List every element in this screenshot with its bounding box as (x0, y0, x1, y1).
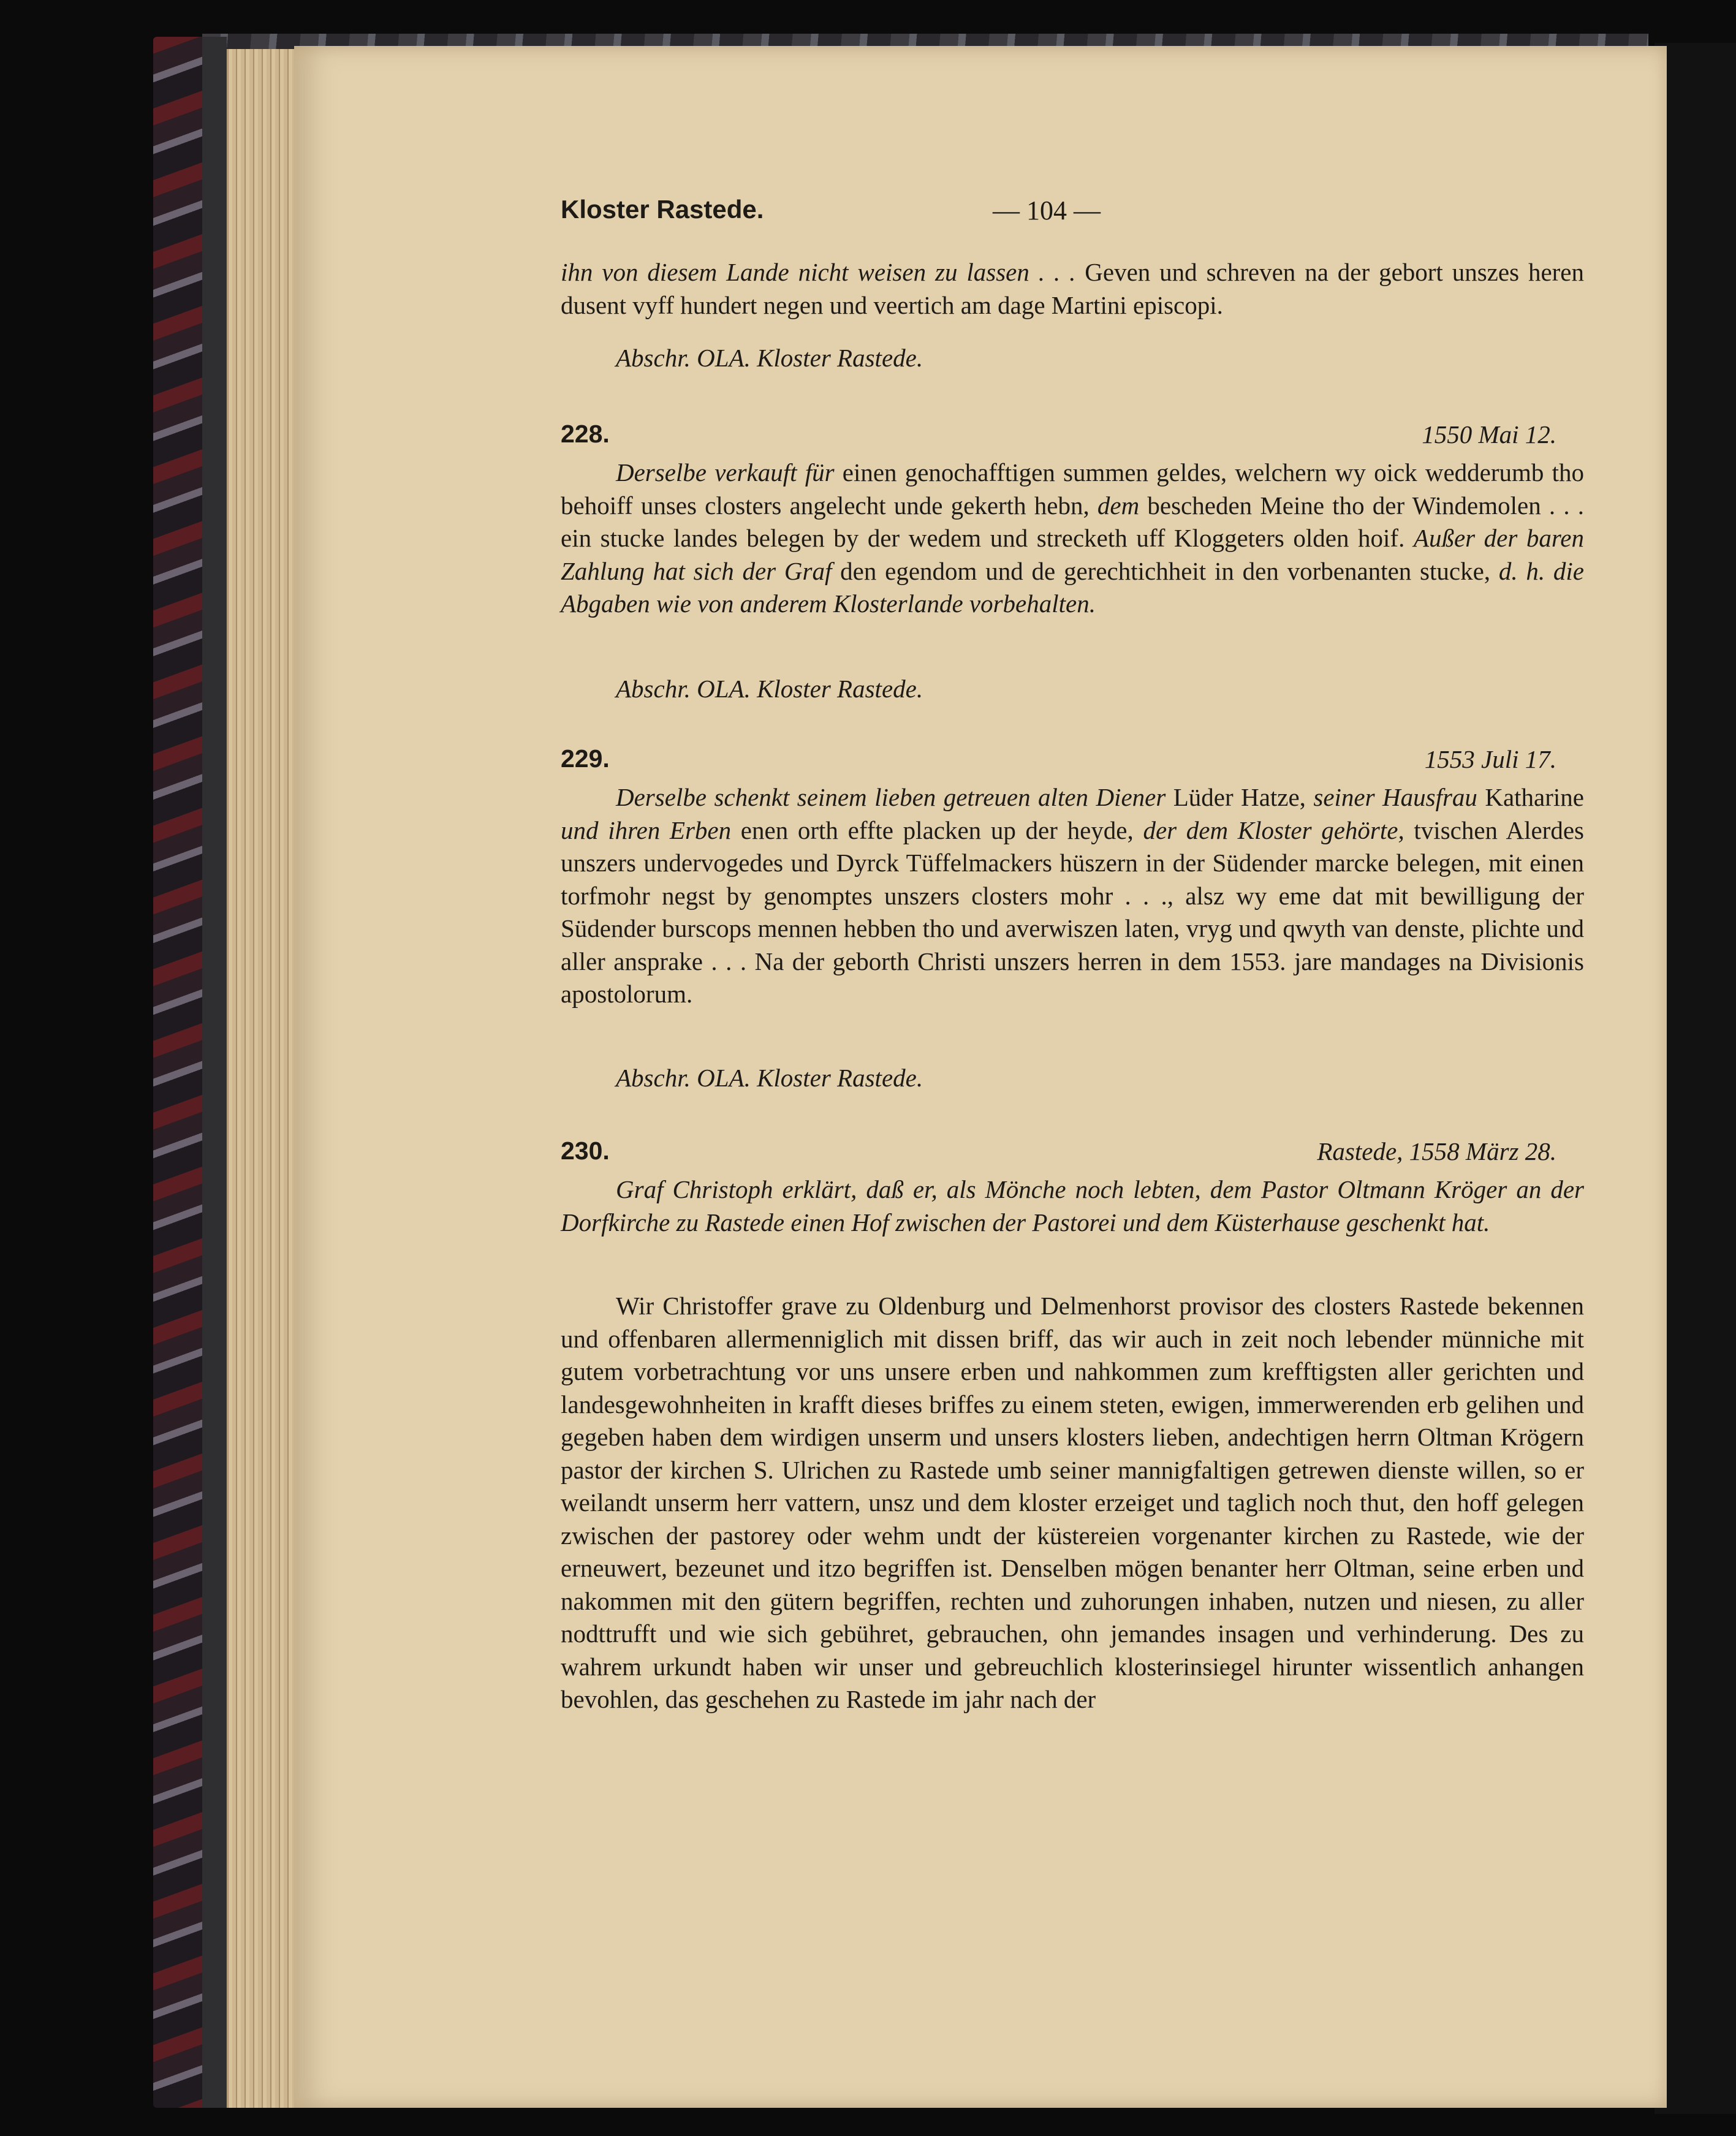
text-run: bescheden Meine tho der Windemolen . . . ein stucke landes belegen by der wedem und strecketh uff Kloggeters olden hoif. (561, 491, 1584, 552)
text-run: einen genochafftigen summen geldes, welchern wy oick wedderumb tho behoiff unses closters angelecht unde gekerth hebn, (561, 458, 1584, 520)
entry-number: 230. (561, 1137, 610, 1165)
entry-text (561, 781, 1584, 1011)
regest-italic: Derselbe verkauft für (616, 458, 835, 487)
intro-source: Abschr. OLA. Kloster Rastede. (616, 344, 923, 372)
page-edges (224, 49, 303, 2108)
entry-source: Abschr. OLA. Kloster Rastede. (616, 1064, 923, 1092)
text-run: Katharine (1477, 783, 1584, 811)
book-page (294, 46, 1667, 2108)
entry-number: 229. (561, 744, 610, 773)
entry-date: 1550 Mai 12. (1422, 420, 1556, 449)
intro-text: Geven und schreven na der gebort unszes heren dusent vyff hundert negen und veertich am dage Martini episcopi. (561, 258, 1584, 319)
italic-run: Außer der baren Zahlung hat sich der Graf (561, 524, 1585, 585)
italic-run: der dem Kloster gehörte, (1143, 816, 1404, 844)
page-number: — 104 — (993, 195, 1101, 225)
running-title: Kloster Rastede. (561, 195, 764, 224)
italic-run: dem (1097, 491, 1140, 520)
intro-paragraph (561, 256, 1584, 322)
entry-source: Abschr. OLA. Kloster Rastede. (616, 675, 923, 703)
text-run: den egendom und de gerechtichheit in den vorbenanten stucke, (832, 556, 1499, 585)
intro-italic: ihn von diesem Lande nicht weisen zu lassen . . . (561, 258, 1076, 286)
entry-date: 1553 Juli 17. (1424, 745, 1556, 773)
entry-number: 228. (561, 420, 610, 448)
italic-run: seiner Hausfrau (1313, 783, 1477, 811)
italic-run: d. h. die Abgaben wie von anderem Klosterlande vorbehalten. (561, 556, 1584, 618)
text-run: tvischen Alerdes unszers undervogedes und Dyrck Tüffelmackers hüszern in der Südender marcke belegen, mit einen torfmohr negst by genomptes unszers closters mohr . . ., alsz wy eme dat mit bewilligung der Südender burscops mennen hebben tho und averwiszen laten, vryg und qwyth van denste, plichte und aller ansprake . . . Na der geborth Christi unszers herren in dem 1553. jare mandages na Divisionis apostolorum. (561, 816, 1584, 1008)
entry-text (561, 456, 1584, 621)
text-run: enen orth effte placken up der heyde, (731, 816, 1143, 844)
entry-body (561, 1290, 1584, 1716)
body-text: Wir Christoffer grave zu Oldenburg und Delmenhorst provisor des closters Rastede bekennen und offenbaren allermenniglich mit dissen briff, das wir auch in zeit noch lebender münniche mit gutem vorbetrachtung vor uns unsere erben und nahkommen zum krefftigsten aller gerichten und landesgewohnheiten in krafft dieses briffes zu einem steten, ewigen, immerwerenden erb gelihen und gegeben haben dem wirdigen unserm und unsers klosters lieben, andechtigen herrn Oltman Krögern pastor der kirchen S. Ulrichen zu Rastede umb seiner mannigfaltigen getrewen dienste willen, so er weilandt unserm herr vattern, unsz und dem kloster erzeiget und taglich noch thut, den hoff gelegen zwischen der pastorey oder wehm undt der küstereien vorgenanter kirchen zu Rastede, wie der erneuwert, bezeunet und itzo begriffen ist. Denselben mögen benanter herr Oltman, seine erben und nakommen mit den gütern begriffen, rechten und zuhorungen inhaben, nutzen und niesen, zu aller nodttrufft und wie sich gebühret, gebrauchen, ohn jemandes insagen und verhinderung. Des zu wahrem urkundt haben wir unser und gebreuchlich klosterinsiegel hirunter wissentlich anhangen bevohlen, das geschehen zu Rastede im jahr nach der (561, 1292, 1584, 1713)
entry-regest (561, 1173, 1584, 1239)
text-run: Lüder Hatze, (1166, 783, 1314, 811)
regest-text: Graf Christoph erklärt, daß er, als Mönche noch lebten, dem Pastor Oltmann Kröger an der Dorfkirche zu Rastede einen Hof zwischen der Pastorei und dem Küsterhause geschenkt hat. (561, 1175, 1584, 1237)
entry-date: Rastede, 1558 März 28. (1317, 1137, 1556, 1165)
book-spine (202, 37, 227, 2108)
italic-run: Derselbe schenkt seinem lieben getreuen alten Diener (616, 783, 1166, 811)
italic-run: und ihren Erben (561, 816, 732, 844)
